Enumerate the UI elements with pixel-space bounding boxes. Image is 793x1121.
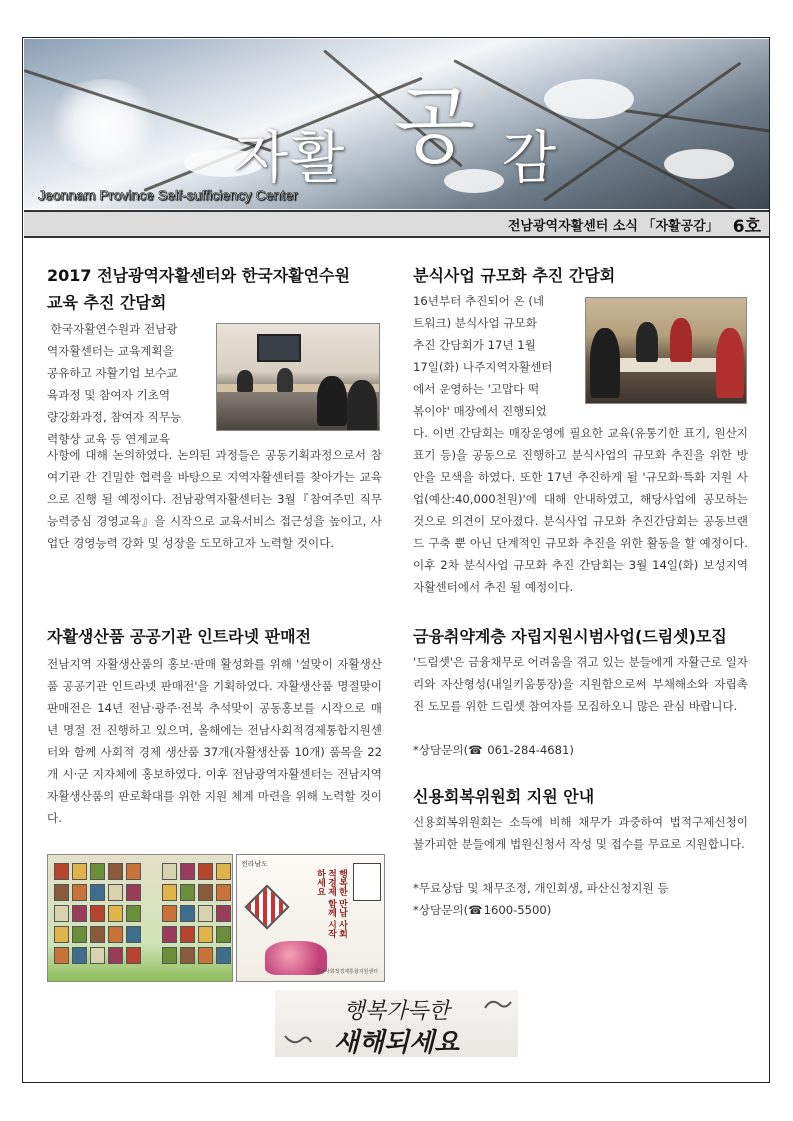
person xyxy=(317,376,347,426)
product-tile xyxy=(72,863,87,880)
product-tile xyxy=(162,926,177,943)
product-tile xyxy=(126,947,141,964)
article-title-education xyxy=(47,262,397,316)
person xyxy=(716,328,744,398)
product-tile xyxy=(108,947,123,964)
title-line: 2017 전남광역자활센터와 한국자활연수원 xyxy=(47,266,350,285)
product-tile xyxy=(162,884,177,901)
product-tile xyxy=(198,863,213,880)
poster-badge: 전라남도 xyxy=(241,860,269,868)
product-tile xyxy=(198,926,213,943)
product-tile xyxy=(90,905,105,922)
product-tile xyxy=(72,884,87,901)
meeting-photo-education xyxy=(216,323,380,431)
issue-source: 전남광역자활센터 소식 「자활공감」 xyxy=(507,218,719,234)
product-tile xyxy=(108,926,123,943)
product-tile xyxy=(126,926,141,943)
product-tile xyxy=(216,884,231,901)
article-title-dreamset: 금융취약계층 자립지원시범사업(드림셋)모집 xyxy=(413,627,727,646)
person xyxy=(670,318,692,362)
text-line: 량강화과정, 참여자 직무능 xyxy=(47,410,182,424)
article-body-dreamset: '드림셋'은 금융채무로 어려움을 겪고 있는 분들에게 자활근로 일자리와 자산형성(내일키움통장)을 지원함으로써 부채해소와 자립촉진 도모를 위한 드림셋 참여자를 모집하오니 많은 관심 바랍니다. xyxy=(413,655,748,713)
product-tile xyxy=(198,884,213,901)
social-economy-poster xyxy=(236,854,385,982)
product-tile xyxy=(108,863,123,880)
product-tile xyxy=(180,947,195,964)
poster-footer: 전남사회적경제통합지원센터 xyxy=(315,969,378,975)
product-tile xyxy=(90,863,105,880)
meeting-photo-expansion xyxy=(585,297,747,404)
cloud-swirl-icon xyxy=(483,996,513,1014)
poster-logo xyxy=(353,863,381,901)
product-tile xyxy=(54,884,69,901)
product-tile xyxy=(162,947,177,964)
text-line: 17일(화) 나주지역자활센터 xyxy=(413,360,553,374)
person xyxy=(636,322,658,362)
product-tile xyxy=(180,863,195,880)
masthead-subtitle: Jeonnam Province Self-sufficiency Center xyxy=(38,187,298,203)
dreamset-contact xyxy=(413,739,748,761)
contact-number: 1600-5500) xyxy=(483,903,552,917)
masthead-title-part2: 공 xyxy=(394,77,476,175)
article-body-expansion: 다. 이번 간담회는 매장운영에 필요한 교육(유통기한 표기, 원산지 표기 등)을 공동으로 진행하고 분식사업의 규모화 추진을 위한 방안을 모색을 하였다. 또한 17년 추진하게 될 '규모화·특화 지원 사업(예산:40,000천원)'에 대해 안내하였고, 해당사업에 공모하는 것으로 의견이 모아졌다. 분식사업 규모화 추진간담회는 공동브랜드 구축 뿐 아닌 단계적인 규모화 추진을 위한 활동을 할 예정이다. 이후 2차 분식사업 규모화 추진 간담회는 3월 14일(화) 보성지역자활센터에서 추진 될 예정이다. xyxy=(413,426,748,594)
contact-number: 061-284-4681) xyxy=(483,743,574,757)
contact-prefix: *상담문의( xyxy=(413,743,469,757)
text-line: 트워크) 분식사업 규모화 xyxy=(413,316,537,330)
text-line: 추진 간담회가 17년 1월 xyxy=(413,338,536,352)
product-tile xyxy=(180,884,195,901)
masthead-title xyxy=(234,59,594,199)
product-tile xyxy=(54,905,69,922)
product-tile xyxy=(108,884,123,901)
article-title-credit: 신용회복위원회 지원 안내 xyxy=(413,787,595,806)
product-tile xyxy=(198,947,213,964)
article-body-education: 사항에 대해 논의하였다. 논의된 과정들은 공동기획과정으로서 참여기관 간 긴밀한 협력을 바탕으로 지역자활센터를 찾아가는 교육으로 진행 될 예정이다. 전남광역자활센터는 3월『참여주민 직무능력중심 경영교육』을 시작으로 교육서비스 접근성을 높이고, 사업단 경영능력 강화 및 성장을 도모하고자 노력할 것이다. xyxy=(47,448,382,550)
poster-vertical-text: 행복한 만남 사회적경제 함께 시작하세요 xyxy=(315,869,347,939)
product-tile xyxy=(72,905,87,922)
person xyxy=(237,370,253,392)
product-tile xyxy=(162,863,177,880)
credit-contact xyxy=(413,899,748,921)
phone-icon: ☎ xyxy=(468,743,483,757)
product-tile xyxy=(126,905,141,922)
product-tile xyxy=(216,863,231,880)
phone-icon: ☎ xyxy=(468,903,483,917)
product-tile xyxy=(126,863,141,880)
product-tile xyxy=(216,947,231,964)
article-body-credit: 신용회복위원회는 소득에 비해 채무가 과중하여 법적구제신청이 불가피한 분들에게 법원신청서 작성 및 접수를 무료로 지원합니다. xyxy=(413,815,748,851)
article-title-expansion: 분식사업 규모화 추진 간담회 xyxy=(413,266,616,285)
greeting-line1: 행복가득한 xyxy=(343,999,450,1024)
product-tile xyxy=(180,905,195,922)
product-tile xyxy=(180,926,195,943)
text-line: 볶이야' 매장에서 진행되었 xyxy=(413,404,547,418)
text-line: 한국자활연수원과 전남광 xyxy=(47,322,178,336)
issue-bar xyxy=(24,210,769,238)
product-tile xyxy=(126,884,141,901)
masthead-banner xyxy=(24,39,769,209)
product-tile xyxy=(54,947,69,964)
text-line: 육과정 및 참여자 기초역 xyxy=(47,388,171,402)
product-tile xyxy=(162,905,177,922)
sun-glow xyxy=(44,79,164,169)
contact-prefix: *상담문의( xyxy=(413,903,469,917)
kite-icon xyxy=(244,884,289,929)
snow-patch xyxy=(664,149,734,179)
article-intro-education xyxy=(47,318,212,450)
person xyxy=(277,368,293,392)
product-tile xyxy=(90,884,105,901)
person xyxy=(347,380,377,431)
greeting-line2: 새해되세요 xyxy=(333,1028,460,1057)
product-tile xyxy=(54,863,69,880)
article-intro-expansion xyxy=(413,290,583,422)
issue-number: 6호 xyxy=(732,216,761,237)
text-line: 력향상 교육 등 연계교육 xyxy=(47,432,171,446)
text-line: 16년부터 추진되어 온 (네 xyxy=(413,294,545,308)
masthead-title-part3: 감 xyxy=(502,126,557,191)
masthead-title-part1: 자활 xyxy=(234,126,347,191)
cloud-swirl-icon xyxy=(283,1030,313,1048)
text-line: 에서 운영하는 '고맙다 떡 xyxy=(413,382,540,396)
person xyxy=(590,328,620,398)
product-tile xyxy=(216,905,231,922)
screen xyxy=(257,334,301,362)
product-tile xyxy=(108,905,123,922)
product-tile xyxy=(90,926,105,943)
text-line: 공유하고 자활기업 보수교 xyxy=(47,366,178,380)
text-line: 역자활센터는 교육계획을 xyxy=(47,344,174,358)
product-tile xyxy=(90,947,105,964)
product-tile xyxy=(54,926,69,943)
product-tile xyxy=(216,926,231,943)
credit-services: *무료상담 및 채무조정, 개인회생, 파산신청지원 등 xyxy=(413,881,669,895)
article-body-fair: 전남지역 자활생산품의 홍보·판매 활성화를 위해 '설맞이 자활생산품 공공기관 인트라넷 판매전'을 기획하였다. 자활생산품 명절맞이 판매전은 14년 전남·광주·전북 추석맞이 공동홍보를 시작으로 매년 명절 전 진행하고 있으며, 올해에는 전남사회적경제통합지원센터와 함께 사회적 경제 생산품 37개(자활생산품 10개) 품목을 22개 시·군 지자체에 홍보하였다. 이후 전남광역자활센터는 전남지역 자활생산품의 판로확대를 위한 지원 체계 마련을 위해 노력할 것이다. xyxy=(47,657,382,825)
article-title-fair: 자활생산품 공공기관 인트라넷 판매전 xyxy=(47,627,312,646)
title-line: 교육 추진 간담회 xyxy=(47,293,167,312)
product-tile xyxy=(198,905,213,922)
product-tile xyxy=(72,926,87,943)
new-year-greeting-image xyxy=(275,990,518,1057)
products-catalog-image xyxy=(47,854,233,982)
product-tile xyxy=(72,947,87,964)
